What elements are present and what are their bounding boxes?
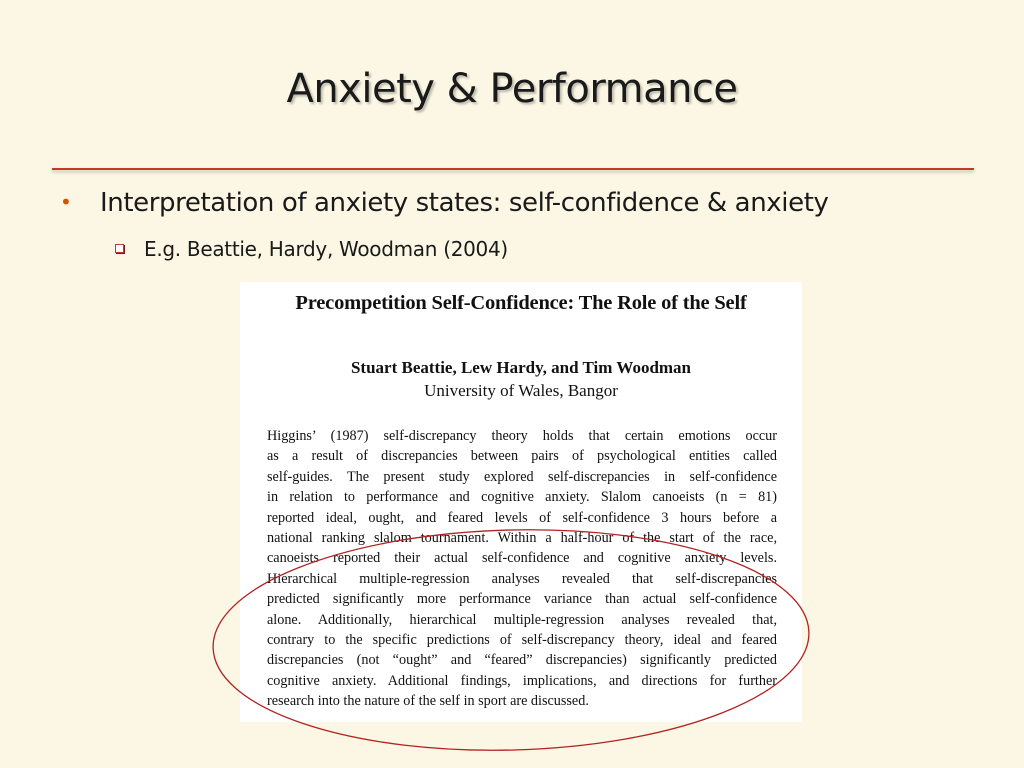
bullet-sub bbox=[115, 237, 508, 261]
abstract-line: discrepancies (not “ought” and “feared” discrepancies) significantly predicted bbox=[267, 652, 777, 669]
abstract-line: in relation to performance and cognitive anxiety. Slalom canoeists (n = 81) bbox=[267, 489, 777, 506]
paper-affiliation: University of Wales, Bangor bbox=[424, 381, 618, 400]
abstract-line: reported ideal, ought, and feared levels of self-confidence 3 hours before a bbox=[267, 509, 777, 526]
abstract-line: Higgins’ (1987) self-discrepancy theory holds that certain emotions occur bbox=[267, 428, 777, 444]
bullet-main bbox=[60, 188, 828, 218]
bullet-sub-text: E.g. Beattie, Hardy, Woodman (2004) bbox=[144, 237, 508, 261]
slide-title: Anxiety & Performance bbox=[286, 66, 738, 112]
abstract-line: self-guides. The present study explored self-discrepancies in self-confidence bbox=[267, 468, 777, 485]
square-bullet-icon bbox=[115, 244, 124, 253]
abstract-line: alone. Additionally, hierarchical multiple-regression analyses revealed that, bbox=[267, 611, 777, 628]
abstract-line: contrary to the specific predictions of self-discrepancy theory, ideal and feared bbox=[267, 632, 777, 649]
paper-abstract bbox=[267, 426, 777, 712]
bullet-main-text: Interpretation of anxiety states: self-confidence & anxiety bbox=[100, 188, 829, 218]
abstract-line: Hierarchical multiple-regression analyses revealed that self-discrepancies bbox=[267, 570, 777, 587]
paper-authors: Stuart Beattie, Lew Hardy, and Tim Woodman bbox=[350, 358, 692, 377]
abstract-line: canoeists reported their actual self-confidence and cognitive anxiety levels. bbox=[267, 550, 777, 567]
paper-excerpt-image bbox=[240, 282, 802, 722]
abstract-line: research into the nature of the self in sport are discussed. bbox=[267, 693, 589, 710]
abstract-line: cognitive anxiety. Additional findings, implications, and directions for further bbox=[267, 672, 777, 689]
title-divider bbox=[52, 168, 974, 170]
abstract-line: predicted significantly more performance variance than actual self-confidence bbox=[267, 591, 777, 608]
paper-title: Precompetition Self-Confidence: The Role of the Self bbox=[295, 292, 747, 314]
abstract-line: as a result of discrepancies between pairs of psychological entities called bbox=[267, 448, 777, 465]
abstract-line: national ranking slalom tournament. Within a half-hour of the start of the race, bbox=[267, 530, 777, 547]
bullet-dot-icon: • bbox=[60, 190, 72, 214]
